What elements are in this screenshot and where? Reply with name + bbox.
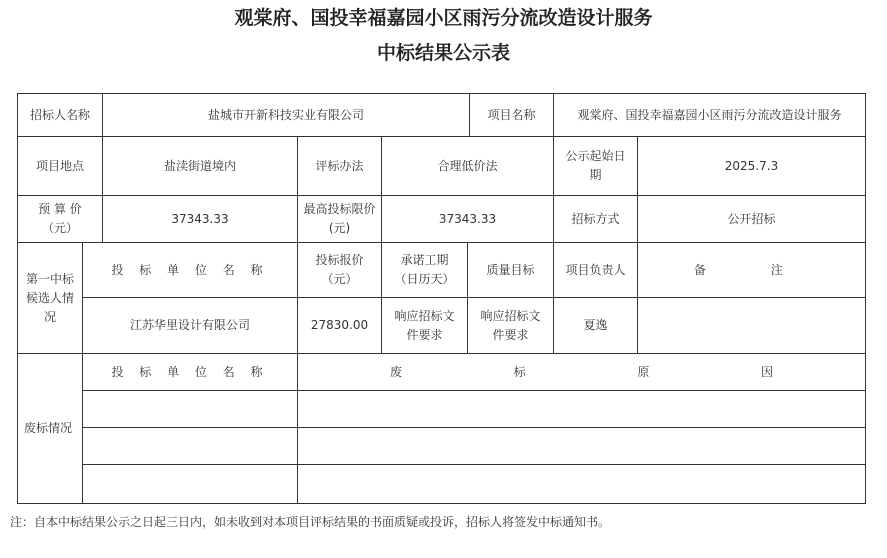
footnote: 注：自本中标结果公示之日起三日内，如未收到对本项目评标结果的书面质疑或投诉，招标人将签发中标通知书。 xyxy=(10,515,611,529)
method-label: 评标办法 xyxy=(298,137,382,196)
invalid-reason-cell xyxy=(298,391,866,428)
start-date-value: 2025.7.3 xyxy=(638,137,866,196)
page-title-line2: 中标结果公示表 xyxy=(376,42,510,64)
invalid-reason-header: 废 标 原 因 xyxy=(298,354,866,391)
invalid-reason-cell xyxy=(298,428,866,465)
invalid-section-label: 废标情况 xyxy=(18,354,83,504)
candidate-price-value: 27830.00 xyxy=(298,298,382,354)
candidate-quality-value: 响应招标文件要求 xyxy=(468,298,554,354)
candidate-remark-value xyxy=(638,298,866,354)
project-name-value: 观棠府、国投幸福嘉园小区雨污分流改造设计服务 xyxy=(554,94,866,137)
max-price-value: 37343.33 xyxy=(382,196,554,243)
start-date-label: 公示起始日期 xyxy=(554,137,638,196)
invalid-reason-cell xyxy=(298,465,866,504)
location-value: 盐渎街道境内 xyxy=(103,137,298,196)
budget-value: 37343.33 xyxy=(103,196,298,243)
tender-mode-label: 招标方式 xyxy=(554,196,638,243)
invalid-unit-cell xyxy=(83,391,298,428)
candidate-manager-header: 项目负责人 xyxy=(554,243,638,298)
candidate-unit-value: 江苏华里设计有限公司 xyxy=(83,298,298,354)
candidate-section-label: 第一中标候选人情况 xyxy=(18,243,83,354)
page-title-line1: 观棠府、国投幸福嘉园小区雨污分流改造设计服务 xyxy=(234,7,653,29)
max-price-label: 最高投标限价(元) xyxy=(298,196,382,243)
result-table xyxy=(17,93,866,504)
candidate-period-value: 响应招标文件要求 xyxy=(382,298,468,354)
location-label: 项目地点 xyxy=(18,137,103,196)
budget-label: 预 算 价（元） xyxy=(18,196,103,243)
tender-mode-value: 公开招标 xyxy=(638,196,866,243)
tenderer-label: 招标人名称 xyxy=(18,94,103,137)
candidate-quality-header: 质量目标 xyxy=(468,243,554,298)
invalid-unit-cell xyxy=(83,428,298,465)
method-value: 合理低价法 xyxy=(382,137,554,196)
candidate-manager-value: 夏逸 xyxy=(554,298,638,354)
invalid-unit-cell xyxy=(83,465,298,504)
invalid-unit-header: 投 标 单 位 名 称 xyxy=(83,354,298,391)
candidate-period-header: 承诺工期（日历天） xyxy=(382,243,468,298)
tenderer-value: 盐城市开新科技实业有限公司 xyxy=(103,94,470,137)
candidate-unit-header: 投 标 单 位 名 称 xyxy=(83,243,298,298)
project-name-label: 项目名称 xyxy=(470,94,554,137)
candidate-price-header: 投标报价（元） xyxy=(298,243,382,298)
candidate-remark-header: 备 注 xyxy=(638,243,866,298)
